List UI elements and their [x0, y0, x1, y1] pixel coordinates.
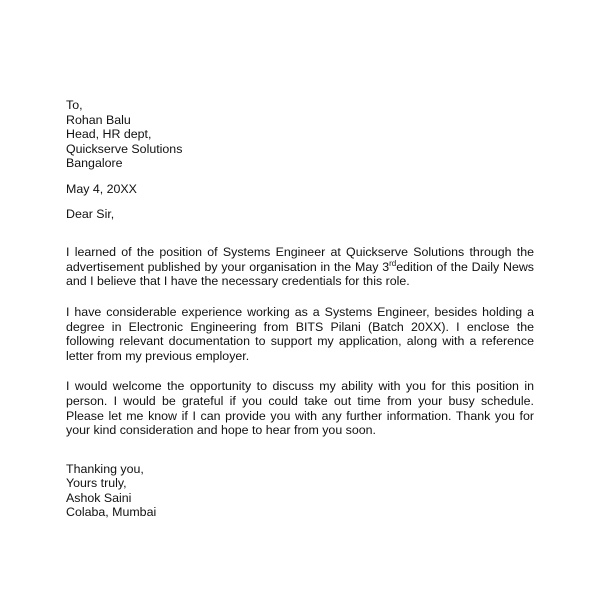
recipient-name: Rohan Balu: [66, 112, 131, 127]
sender-location: Colaba, Mumbai: [66, 505, 157, 520]
paragraph-1: [66, 245, 534, 289]
signature-block: [66, 462, 534, 520]
recipient-address: [66, 98, 534, 171]
recipient-title: Head, HR dept,: [66, 127, 152, 142]
recipient-company: Quickserve Solutions: [66, 141, 183, 156]
paragraph-1-text-start: I learned of the position of Systems Engineer at Quickserve Solutions through the advertisement published by your organisation in the May 3: [66, 245, 534, 274]
address-to: To,: [66, 98, 83, 112]
paragraph-1-text-end: edition of the Daily News and I believe that I have the necessary credentials for this role.: [66, 259, 534, 289]
paragraph-3: I would welcome the opportunity to discuss my ability with you for this position in person. I would be grateful if you could take out time from your busy schedule. Please let me know if I can provide you with any further information. Thank you for your kind consideration and hope to hear from you soon.: [66, 379, 534, 438]
ordinal-suffix: rd: [389, 258, 397, 268]
closing-valediction: Yours truly,: [66, 476, 127, 491]
sender-name: Ashok Saini: [66, 490, 132, 505]
salutation: Dear Sir,: [66, 206, 115, 221]
closing-thanks: Thanking you,: [66, 461, 144, 476]
cover-letter: [66, 98, 534, 520]
letter-date: May 4, 20XX: [66, 181, 137, 196]
paragraph-2: I have considerable experience working as a Systems Engineer, besides holding a degree in Electronic Engineering from BITS Pilani (Batch 20XX). I enclose the following relevant documentation to support my application, along with a reference letter from my previous employer.: [66, 304, 534, 363]
recipient-city: Bangalore: [66, 156, 123, 171]
